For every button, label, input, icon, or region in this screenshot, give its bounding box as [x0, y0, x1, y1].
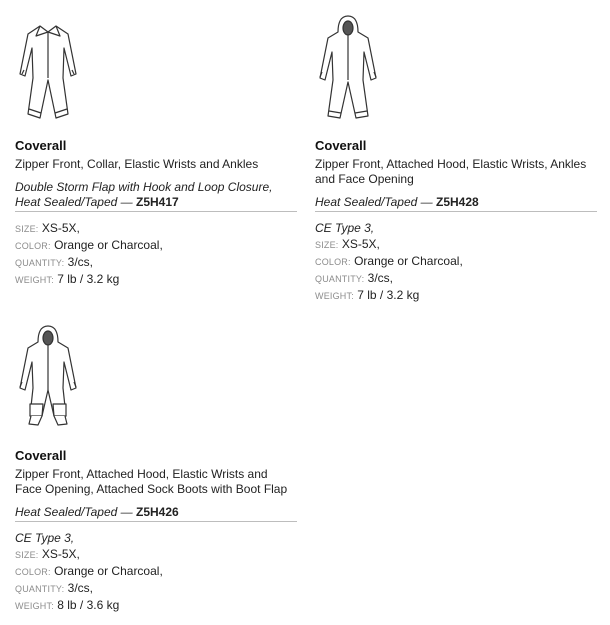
coverall-collar-icon[interactable] — [16, 14, 80, 126]
quantity-value: 3/cs, — [67, 255, 93, 269]
size-value: XS-5X, — [41, 547, 80, 561]
spec-weight — [15, 271, 297, 288]
spec-size — [315, 236, 597, 253]
quantity-value: 3/cs, — [67, 581, 93, 595]
product-title: Coverall — [15, 448, 67, 463]
product-description: Zipper Front, Attached Hood, Elastic Wrists and Face Opening, Attached Sock Boots with Boot Flap — [15, 467, 288, 496]
weight-value: 8 lb / 3.6 kg — [57, 598, 120, 612]
product-specs — [15, 220, 297, 288]
weight-label: WEIGHT: — [15, 275, 54, 285]
color-value: Orange or Charcoal, — [54, 564, 163, 578]
weight-value: 7 lb / 3.2 kg — [357, 288, 420, 302]
product-description: Zipper Front, Collar, Elastic Wrists and Ankles — [15, 157, 259, 171]
spec-weight — [15, 597, 297, 614]
product-description: Zipper Front, Attached Hood, Elastic Wrists, Ankles and Face Opening — [315, 157, 587, 186]
weight-label: WEIGHT: — [315, 291, 354, 301]
spec-color — [315, 253, 597, 270]
size-value: XS-5X, — [341, 237, 380, 251]
product-note — [15, 180, 297, 212]
quantity-label: QUANTITY: — [315, 274, 365, 284]
quantity-label: QUANTITY: — [15, 584, 65, 594]
product-card — [15, 324, 297, 614]
product-note — [15, 505, 297, 522]
coverall-hood-icon[interactable] — [316, 14, 380, 126]
color-value: Orange or Charcoal, — [354, 254, 463, 268]
ce-type: CE Type 3, — [15, 531, 75, 545]
ce-type: CE Type 3, — [315, 221, 375, 235]
size-value: XS-5X, — [41, 221, 80, 235]
note-text: Double Storm Flap with Hook and Loop Closure, Heat Sealed/Taped — — [15, 180, 273, 209]
product-code: Z5H428 — [435, 195, 479, 209]
color-value: Orange or Charcoal, — [54, 238, 163, 252]
size-label: SIZE: — [15, 550, 39, 560]
product-note — [315, 195, 597, 212]
quantity-label: QUANTITY: — [15, 258, 65, 268]
quantity-value: 3/cs, — [367, 271, 393, 285]
spec-color — [15, 237, 297, 254]
coverall-hood-boots-icon[interactable] — [16, 324, 80, 436]
spec-weight — [315, 287, 597, 304]
spec-size — [15, 546, 297, 563]
size-label: SIZE: — [15, 224, 39, 234]
spec-color — [15, 563, 297, 580]
weight-label: WEIGHT: — [15, 601, 54, 611]
product-specs — [315, 220, 597, 304]
weight-value: 7 lb / 3.2 kg — [57, 272, 120, 286]
spec-size — [15, 220, 297, 237]
spec-quantity — [315, 270, 597, 287]
product-title: Coverall — [15, 138, 67, 153]
product-code: Z5H417 — [135, 195, 179, 209]
spec-quantity — [15, 580, 297, 597]
product-card — [315, 14, 597, 304]
note-text: Heat Sealed/Taped — — [15, 505, 136, 519]
color-label: COLOR: — [15, 567, 51, 577]
note-text: Heat Sealed/Taped — — [315, 195, 436, 209]
color-label: COLOR: — [315, 257, 351, 267]
size-label: SIZE: — [315, 240, 339, 250]
product-title: Coverall — [315, 138, 367, 153]
color-label: COLOR: — [15, 241, 51, 251]
product-card — [15, 14, 297, 288]
product-code: Z5H426 — [135, 505, 179, 519]
product-specs — [15, 530, 297, 614]
spec-quantity — [15, 254, 297, 271]
